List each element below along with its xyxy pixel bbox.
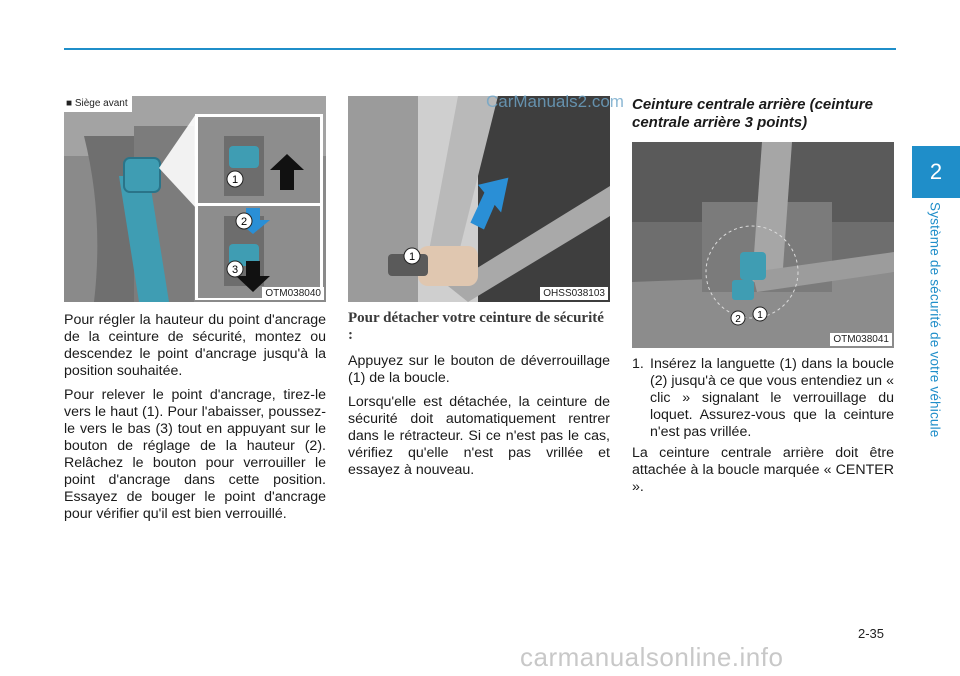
anchor-illustration: [64, 96, 326, 302]
marker-1: 1: [231, 174, 239, 186]
figure-code: OHSS038103: [540, 287, 608, 300]
marker-1: 1: [757, 310, 763, 321]
marker-2: 2: [240, 216, 248, 228]
figure-anchor-height: [64, 96, 326, 302]
chapter-number-tab[interactable]: [912, 146, 960, 198]
marker-2: 2: [735, 314, 741, 325]
figure-tag: ■ Siège avant: [64, 96, 132, 112]
release-illustration: [348, 96, 610, 302]
section-heading: Ceinture centrale arrière (ceinture centrale arrière 3 points): [632, 96, 873, 131]
header-rule: [64, 48, 896, 50]
list-number: 1.: [632, 356, 644, 372]
list-text: Insérez la languette (1) dans la boucle (2) jusqu'à ce que vous entendiez un « clic » signalant le verrouillage du loquet. Assurez-vous que la ceinture n'est pas vrillée.: [650, 356, 894, 440]
marker-1: 1: [408, 251, 416, 263]
column-1: [64, 96, 326, 530]
column-3: [632, 96, 894, 503]
watermark-top: CarManuals2.com: [486, 92, 624, 111]
watermark-bottom[interactable]: carmanualsonline.info: [520, 642, 784, 672]
paragraph: Lorsqu'elle est détachée, la ceinture de sécurité doit automatiquement rentrer dans le rétracteur. Si ce n'est pas le cas, vérifiez qu'elle n'est pas vrillée et essayez à nouveau.: [348, 394, 610, 478]
center-belt-illustration: [632, 142, 894, 348]
column-1-text: [64, 312, 326, 523]
figure-center-belt: [632, 142, 894, 348]
paragraph: Pour relever le point d'ancrage, tirez-le vers le haut (1). Pour l'abaisser, poussez-le vers le bas (3) tout en appuyant sur le bouton de réglage de la hauteur (2). Relâchez le bouton pour verrouiller le point d'ancrage dans cette position. Essayez de bouger le point d'ancrage pour vérifier qu'il est bien verrouillé.: [64, 387, 326, 522]
section-heading: Pour détacher votre ceinture de sécurité :: [348, 310, 604, 343]
paragraph: Appuyez sur le bouton de déverrouillage (1) de la boucle.: [348, 353, 610, 386]
marker-3: 3: [231, 264, 239, 276]
chapter-number: 2: [929, 159, 943, 184]
list-item: [632, 356, 894, 441]
page-number: 2-35: [858, 626, 885, 641]
column-2: [348, 96, 610, 486]
paragraph: Pour régler la hauteur du point d'ancrage de la ceinture de sécurité, montez ou descendez le point d'ancrage jusqu'à la position souhaitée.: [64, 312, 326, 379]
paragraph: La ceinture centrale arrière doit être attachée à la boucle marquée « CENTER ».: [632, 445, 894, 495]
chapter-title: Système de sécurité de votre véhicule: [927, 202, 943, 438]
figure-code: OTM038041: [830, 333, 892, 346]
figure-release-buckle: [348, 96, 610, 302]
figure-code: OTM038040: [262, 287, 324, 300]
